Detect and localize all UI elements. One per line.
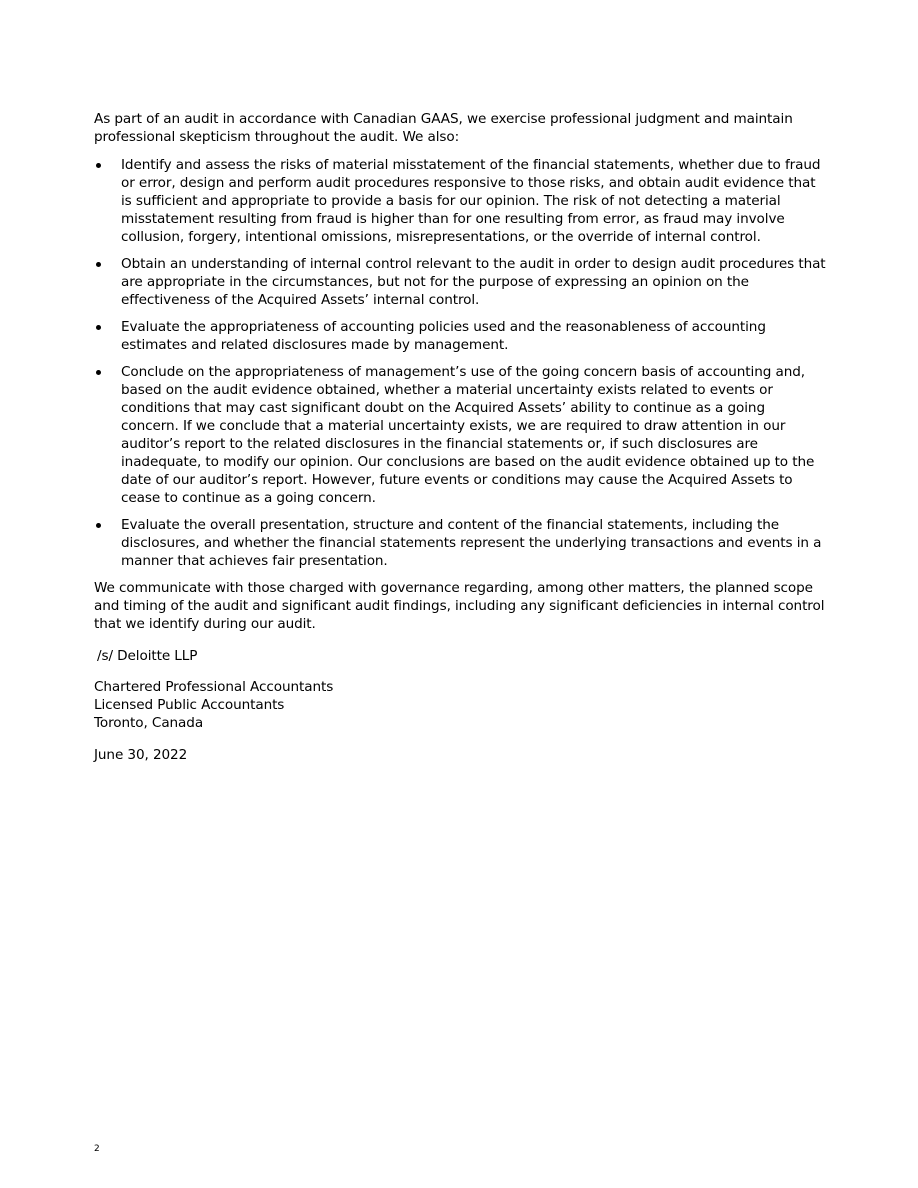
bullet-icon [96,370,101,375]
list-item [94,318,826,354]
list-item-text: Obtain an understanding of internal control relevant to the audit in order to design audit procedures that are appropriate in the circumstances, but not for the purpose of expressing an opinion on the effectiveness of the Acquired Assets’ internal control. [121,256,826,308]
list-item [94,516,826,570]
bullet-icon [96,325,101,330]
bullet-icon [96,523,101,528]
report-date: June 30, 2022 [94,747,188,763]
firm-line-licensed: Licensed Public Accountants [94,697,285,713]
closing-paragraph: We communicate with those charged with governance regarding, among other matters, the planned scope and timing of the audit and significant audit findings, including any significant deficiencies in internal control that we identify during our audit. [94,580,825,632]
list-item [94,255,826,309]
page-number: 2 [94,1144,100,1154]
list-item-text: Evaluate the appropriateness of accounting policies used and the reasonableness of accounting estimates and related disclosures made by management. [121,319,766,353]
signature: /s/ Deloitte LLP [97,648,198,664]
list-item-text: Identify and assess the risks of material misstatement of the financial statements, whether due to fraud or error, design and perform audit procedures responsive to those risks, and obtain audit evidence that is sufficient and appropriate to provide a basis for our opinion. The risk of not detecting a material misstatement resulting from fraud is higher than for one resulting from error, as fraud may involve collusion, forgery, intentional omissions, misrepresentations, or the override of internal control. [121,157,821,245]
firm-line-location: Toronto, Canada [94,715,204,731]
list-item-text: Conclude on the appropriateness of management’s use of the going concern basis of accounting and, based on the audit evidence obtained, whether a material uncertainty exists related to events or conditions that may cast significant doubt on the Acquired Assets’ ability to continue as a going concern. If we conclude that a material uncertainty exists, we are required to draw attention in our auditor’s report to the related disclosures in the financial statements or, if such disclosures are inadequate, to modify our opinion. Our conclusions are based on the audit evidence obtained up to the date of our auditor’s report. However, future events or conditions may cause the Acquired Assets to cease to continue as a going concern. [121,364,815,506]
firm-designation-block [94,678,826,732]
list-item-text: Evaluate the overall presentation, structure and content of the financial statements, including the disclosures, and whether the financial statements represent the underlying transactions and events in a manner that achieves fair presentation. [121,517,822,569]
bullet-icon [96,262,101,267]
list-item [94,156,826,246]
firm-line-accountants: Chartered Professional Accountants [94,679,334,695]
bullet-icon [96,163,101,168]
document-page [94,110,826,764]
intro-paragraph: As part of an audit in accordance with Canadian GAAS, we exercise professional judgment and maintain professional skepticism throughout the audit. We also: [94,111,793,145]
audit-procedures-list [94,156,826,570]
list-item [94,363,826,507]
